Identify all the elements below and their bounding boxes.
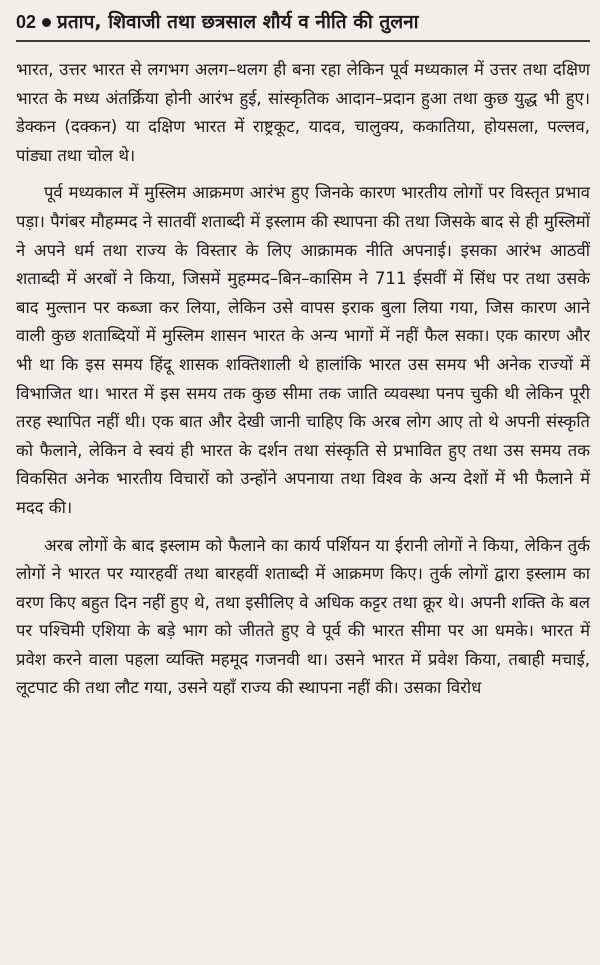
paragraph-2: पूर्व मध्यकाल में मुस्लिम आक्रमण आरंभ हुए जिनके कारण भारतीय लोगों पर विस्तृत प्रभाव पड़ा। पैगंबर मौहम्मद ने सातवीं शताब्दी में इस्लाम की स्थापना की तथा जिसके बाद से ही मुस्लिमों ने अपने धर्म तथा राज्य के विस्तार के लिए आक्रामक नीति अपनाई। इसका आरंभ आठवीं शताब्दी में अरबों ने किया, जिसमें मुहम्मद–बिन–कासिम ने 711 ईसवीं में सिंध पर तथा उसके बाद मुल्तान पर कब्जा कर लिया, लेकिन उसे वापस इराक बुला लिया गया, जिस कारण आने वाली कुछ शताब्दियों में मुस्लिम शासन भारत के अन्य भागों में नहीं फैल सका। एक कारण और भी था कि इस समय हिंदू शासक शक्तिशाली थे हालांकि भारत उस समय भी अनेक राज्यों में विभाजित था। भारत में इस समय तक कुछ सीमा तक जाति व्यवस्था पनप चुकी थी लेकिन पूरी तरह स्थापित नहीं थी। एक बात और देखी जानी चाहिए कि अरब लोग आए तो थे अपनी संस्कृति को फैलाने, लेकिन वे स्वयं ही भारत के दर्शन तथा संस्कृति से प्रभावित हुए तथा उस समय तक विकसित अनेक भारतीय विचारों को उन्होंने अपनाया तथा विश्व के अन्य देशों में भी फैलाने में मदद की।: [16, 183, 590, 517]
chapter-title: प्रताप, शिवाजी तथा छत्रसाल शौर्य व नीति की तुलना: [57, 11, 419, 33]
header-divider: [16, 40, 590, 42]
bullet-icon: [42, 18, 51, 27]
page-number: 02: [16, 12, 37, 32]
paragraph-3: अरब लोगों के बाद इस्लाम को फैलाने का कार्य पर्शियन या ईरानी लोगों ने किया, लेकिन तुर्क लोगों ने भारत पर ग्यारहवीं तथा बारहवीं शताब्दी में आक्रमण किए। तुर्क लोगों द्वारा इस्लाम का वरण किए बहुत दिन नहीं हुए थे, तथा इसीलिए वे अधिक कट्टर तथा क्रूर थे। अपनी शक्ति के बल पर पश्चिमी एशिया के बड़े भाग को जीतते हुए वे पूर्व की भारत सीमा पर आ धमके। भारत में प्रवेश करने वाला पहला व्यक्ति महमूद गजनवी था। उसने भारत में प्रवेश किया, तबाही मचाई, लूटपाट की तथा लौट गया, उसने यहाँ राज्य की स्थापना नहीं की। उसका विरोध: [16, 535, 590, 698]
running-header: [16, 8, 590, 36]
body-text: [16, 56, 590, 703]
paragraph-1: भारत, उत्तर भारत से लगभग अलग–थलग ही बना रहा लेकिन पूर्व मध्यकाल में उत्तर तथा दक्षिण भारत के मध्य अंतर्क्रिया होनी आरंभ हुई, सांस्कृतिक आदान–प्रदान हुआ तथा कुछ युद्ध भी हुए। डेक्कन (दक्कन) या दक्षिण भारत में राष्ट्रकूट, यादव, चालुक्य, ककातिया, होयसला, पल्लव, पांड्या तथा चोल थे।: [16, 60, 590, 165]
